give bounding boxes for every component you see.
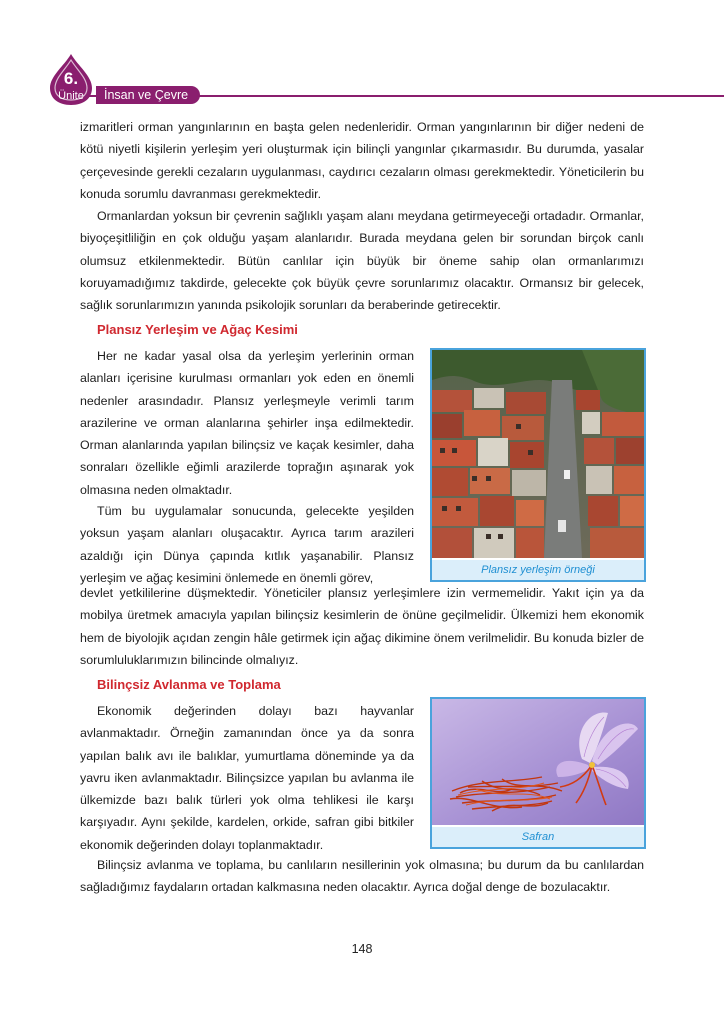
- paragraph-fires: izmaritleri orman yangınlarının en başta gelen nedenleridir. Orman yangınlarının bir diğer nedeni de kötü niyetli kişilerin yerleşim yeri oluşturmak için bilinçli yangınlar çıkarmasıdır. Bu durumda, yasalar çerçevesinde gerekli cezaların uygulanması, caydırıcı cezaların olması gerekmektedir. Yöneticilerin bu konuda sorumlu davranması gerekmektedir.: [80, 120, 644, 201]
- unit-title: İnsan ve Çevre: [96, 86, 200, 104]
- settlement-photo: [432, 350, 644, 558]
- paragraph-settlement: Her ne kadar yasal olsa da yerleşim yerlerinin orman alanları içerisine kurulması ormanları yok eden en önemli nedenler arasındadır. Plansız yerleşmeyle verimli tarım arazilerine ve orman alanlarına şehirler inşa edilmektedir. Orman alanlarında yapılan bilinçsiz ve kaçak kesimler, daha sonraları özellikle eğimli arazilerde toprağın aşınarak yok olmasına neden olmaktadır.: [80, 349, 414, 497]
- page-number: 148: [351, 942, 373, 956]
- figure-saffron: [430, 697, 646, 849]
- paragraph-conclusion: Bilinçsiz avlanma ve toplama, bu canlıların nesillerinin yok olmasına; bu durum da bu canlılardan sağladığımız faydaların ortadan kalkmasına neden olacaktır. Ayrıca doğal denge de bozulacaktır.: [80, 858, 644, 895]
- heading-unconscious-hunting: Bilinçsiz Avlanma ve Toplama: [97, 677, 281, 692]
- paragraph-authorities: devlet yetkililerine düşmektedir. Yöneticiler plansız yerleşimlere izin vermemelidir. Yakıt için ya da mobilya üretmek amacıyla yapılan bilinçsiz kesimlerin de önüne geçilmelidir. Ülkemizi hem ekonomik hem de biyolojik açıdan zengin hâle getirmek için ağaç dikimine önem verilmelidir. Bu konuda bizler de sorumluluklarımızın bilincinde olmalıyız.: [80, 586, 644, 667]
- unit-label: Ünite: [58, 90, 84, 102]
- paragraph-forests: Ormanlardan yoksun bir çevrenin sağlıklı yaşam alanı meydana getirmeyeceği ortadadır. Ormanlar, biyoçeşitliliğin en çok olduğu yaşam alanlarıdır. Burada meydana gelen bir sorundan birçok canlı olumsuz etkilenmektedir. Bütün canlılar için büyük bir öneme sahip olan ormanlarımızı koruyamadığımız takdirde, gelecekte çok büyük çevre sorunlarımız olacaktır. Ormansız bir gelecek, sağlık sorunlarımızın yanında psikolojik sorunları da beraberinde getirecektir.: [80, 209, 644, 313]
- unit-number: 6.: [63, 69, 79, 88]
- paragraph-hunting: Ekonomik değerinden dolayı bazı hayvanlar avlanmaktadır. Örneğin zamanından önce ya da sonra yapılan balık avı ile balıklar, yumurtlama döneminde ya da yavru iken avlanmaktadır. Bilinçsizce yapılan bu avlanma ile ülkemizde bazı balık türleri yok olma tehlikesi ile karşı karşıyadır. Aynı şekilde, kardelen, orkide, safran gibi bitkiler ekonomik değerinden dolayı toplanmaktadır.: [80, 704, 414, 852]
- saffron-photo: [432, 699, 644, 825]
- figure-settlement: [430, 348, 646, 582]
- heading-unplanned-settlement: Plansız Yerleşim ve Ağaç Kesimi: [97, 322, 298, 337]
- settlement-caption: Plansız yerleşim örneği: [432, 560, 644, 580]
- paragraph-consequences: Tüm bu uygulamalar sonucunda, gelecekte yeşilden yoksun yaşam alanları oluşacaktır. Ayrıca tarım arazileri azaldığı için Dünya çapında kıtlık yaşanabilir. Plansız yerleşim ve ağaç kesimini önlemede en önemli görev,: [80, 504, 414, 585]
- saffron-caption: Safran: [432, 827, 644, 847]
